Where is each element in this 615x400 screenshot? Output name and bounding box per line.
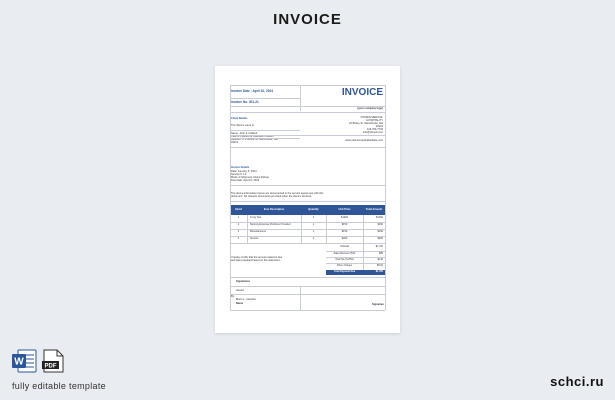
row-quantity: 1 — [312, 216, 315, 220]
row-item-number: 1 — [237, 216, 240, 220]
row-item-description: Service — [250, 237, 259, 241]
signature-field-label: Signature — [372, 303, 384, 306]
details-line-2: Service # 1-4 — [231, 173, 247, 176]
invoice-number: Invoice No. 401-21 — [231, 100, 259, 104]
company-line-7: www.vitaminmedicalwebsite.com — [345, 139, 383, 142]
invoice-document — [230, 85, 385, 311]
row-unit-price: $150 — [341, 230, 348, 234]
notes-line-1: The above information herein are documented in the service agreement with this — [231, 192, 324, 195]
total-due-label: Total Payment Due — [326, 270, 363, 275]
row-quantity: 1 — [312, 223, 315, 227]
row-item-description: X-ray Test — [250, 216, 262, 220]
site-watermark: schci.ru — [550, 374, 604, 389]
row-item-number: 2 — [237, 223, 240, 227]
invoice-details-title: Invoice Details — [231, 166, 250, 169]
company-line-3: 24 Birkey St, Manchester, NH — [348, 122, 383, 125]
details-line-4: Due Date: April 10, 2024 — [231, 179, 260, 182]
client-line-2: Name: John F. Holland — [231, 132, 258, 135]
row-unit-price: $200 — [341, 237, 348, 241]
discount-label: Sales Discount (5%) — [333, 252, 356, 256]
row-item-number: 4 — [237, 237, 240, 241]
invoice-date: Invoice Date : April 10, 2024 — [231, 89, 274, 93]
subtotal-value: $1,700 — [375, 245, 383, 249]
row-quantity: 1 — [312, 230, 315, 234]
client-details-title: Client Details — [231, 117, 248, 120]
items-table-header — [230, 205, 385, 215]
header-item-number: Item# — [230, 205, 247, 215]
row-total-amount: $200 — [377, 237, 383, 241]
company-line-6: info@vitmed.com — [362, 131, 383, 134]
row-total-amount: $150 — [377, 230, 383, 234]
pdf-icon-label: PDF — [44, 363, 57, 370]
client-line-4: Address: 570 Abbott St, Manchester, NH — [231, 138, 278, 141]
signer-name: Mario L. Carolina — [236, 298, 256, 301]
name-label: Name — [236, 302, 244, 305]
row-total-amount: $150 — [377, 223, 383, 227]
tax-label: Total Tax (8.25%) — [335, 258, 354, 262]
invoice-preview — [215, 66, 400, 333]
word-document-icon — [12, 349, 38, 373]
tax-value: $140 — [377, 258, 383, 262]
table-row — [230, 236, 385, 243]
pdf-document-icon — [42, 349, 64, 373]
details-line-1: Date: January 5, 2024 — [231, 170, 257, 173]
client-line-3: Client's Position or Business Position — [231, 135, 274, 138]
company-line-5: 123-763-7733 — [366, 128, 383, 131]
word-icon-letter: W — [14, 356, 24, 368]
issued-label: Issued — [236, 289, 244, 292]
row-item-number: 3 — [237, 230, 240, 234]
by-label: By: — [231, 295, 235, 298]
company-line-4: 03101 — [375, 125, 383, 128]
table-row — [230, 222, 385, 229]
signature-label: Signatories — [236, 280, 251, 283]
editable-template-caption: fully editable template — [12, 381, 106, 391]
details-line-3: Mode of Shipment: Direct Pickup — [231, 176, 269, 179]
certify-line-1: I hereby certify that the amount stated is due — [231, 256, 283, 259]
header-quantity: Quantity — [301, 205, 326, 215]
invoice-big-title: INVOICE — [341, 87, 383, 98]
row-quantity: 1 — [312, 237, 315, 241]
header-unit-price: Unit Price — [326, 205, 363, 215]
client-line-5: 03101 — [231, 141, 239, 144]
discount-value: $85 — [379, 252, 383, 256]
row-unit-price: $150 — [341, 223, 348, 227]
row-item-description: Nursing Expense Positions Provided — [250, 223, 291, 227]
page-title: INVOICE — [273, 11, 342, 28]
other-charges-value: $5.00 — [377, 264, 383, 268]
other-charges-label: Other charges — [336, 264, 353, 268]
row-unit-price: $1200 — [341, 216, 348, 220]
row-total-amount: $1200 — [376, 216, 383, 220]
subtotal-label: Subtotal — [340, 245, 349, 249]
company-line-1: VITAMIN MEDICAL — [360, 116, 383, 119]
notes-line-2: document. No relevant documents provided when the client's services. — [231, 195, 312, 198]
company-logo-placeholder: (your company logo) — [357, 107, 383, 110]
row-item-description: Miscellaneous — [250, 230, 266, 234]
header-item-description: Item Description — [247, 205, 301, 215]
client-line-1: The client's name is: — [231, 124, 255, 127]
header-total-amount: Total Amount — [363, 205, 385, 215]
table-row — [230, 215, 385, 222]
certify-line-2: and was prepared based on the statement. — [231, 259, 281, 262]
company-line-2: HOSPITALITY — [366, 119, 383, 122]
total-due-value: $1,760 — [363, 270, 385, 275]
table-row — [230, 229, 385, 236]
